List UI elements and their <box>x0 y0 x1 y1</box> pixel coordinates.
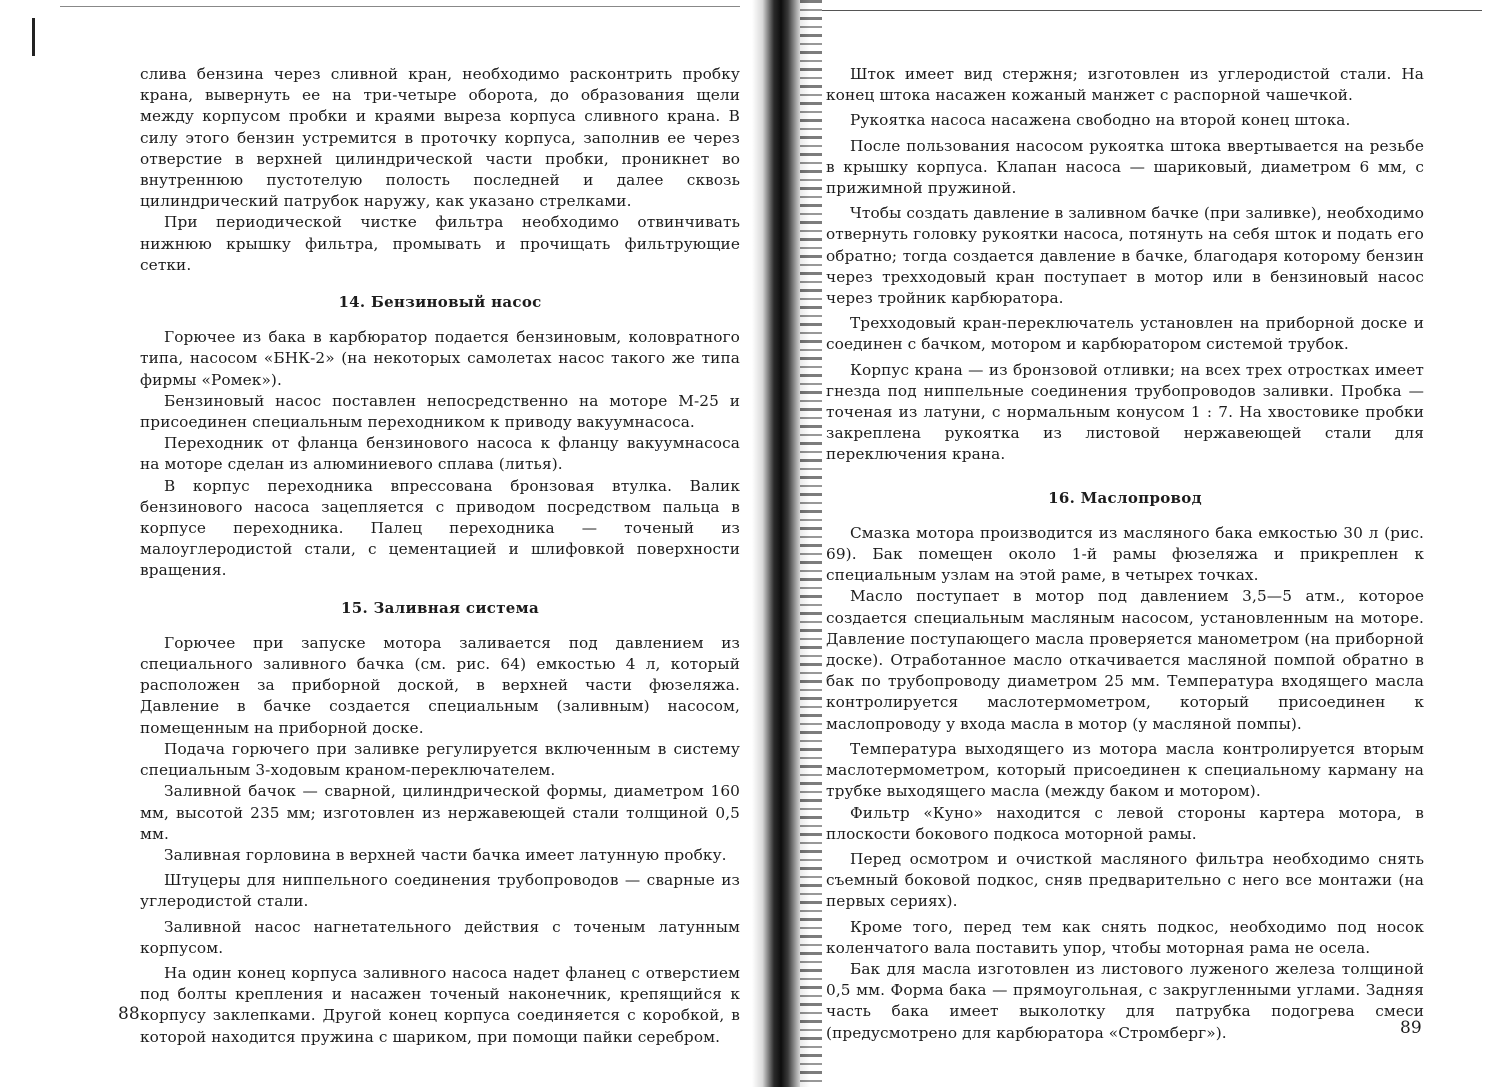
paragraph: Шток имеет вид стержня; изготовлен из углеродистой стали. На конец штока насажен кожаный манжет с распорной чашечкой. <box>826 65 1424 105</box>
paragraph: Бак для масла изготовлен из листового луженого железа толщиной 0,5 мм. Форма бака — прямоугольная, с закругленными углами. Задняя часть бака имеет выколотку для патрубка подогрева смеси (предусмотрено для карбюратора «Стромберг»). <box>826 959 1424 1042</box>
paragraph: Чтобы создать давление в заливном бачке (при заливке), необходимо отвернуть головку рукоятки насоса, потянуть на себя шток и подать его обратно; тогда создается давление в бачке, благодаря которому бензин через трехходовый кран поступает в мотор или в бензиновый насос через тройник карбюратора. <box>826 204 1424 308</box>
section-heading: 16. Маслопровод <box>1048 488 1202 507</box>
paragraph: Кроме того, перед тем как снять подкос, необходимо под носок коленчатого вала поставить упор, чтобы моторная рама не осела. <box>826 917 1424 957</box>
paragraph: Трехходовый кран-переключатель установлен на приборной доске и соединен с бачком, мотором и карбюратором системой трубок. <box>826 314 1424 354</box>
paragraph: В корпус переходника впрессована бронзовая втулка. Валик бензинового насоса зацепляется с приводом посредством пальца в корпусе переходника. Палец переходника — точеный из малоуглеродистой стали, с цементацией и шлифовкой поверхности вращения. <box>140 476 740 580</box>
paragraph: Фильтр «Куно» находится с левой стороны картера мотора, в плоскости бокового подкоса моторной рамы. <box>826 803 1424 843</box>
paragraph: Горючее из бака в карбюратор подается бензиновым, коловратного типа, насосом «БНК-2» (на некоторых самолетах насос такого же типа фирмы «Ромек»). <box>140 328 740 389</box>
paragraph: Штуцеры для ниппельного соединения трубопроводов — сварные из углеродистой стали. <box>140 871 740 911</box>
paragraph: На один конец корпуса заливного насоса надет фланец с отверстием под болты крепления и насажен точеный наконечник, крепящийся к корпусу заклепками. Другой конец корпуса соединяется с коробкой, в которой находится пружина с шариком, при помощи пайки серебром. <box>140 963 740 1046</box>
paragraph: Заливная горловина в верхней части бачка имеет латунную пробку. <box>164 845 727 864</box>
section-heading: 15. Заливная система <box>341 598 539 617</box>
paragraph: Заливной бачок — сварной, цилиндрической формы, диаметром 160 мм, высотой 235 мм; изготовлен из нержавеющей стали толщиной 0,5 мм. <box>140 782 740 843</box>
paragraph: Переходник от фланца бензинового насоса к фланцу вакуумнасоса на моторе сделан из алюминиевого сплава (литья). <box>140 434 740 474</box>
paragraph: Рукоятка насоса насажена свободно на второй конец штока. <box>850 111 1351 130</box>
right-page-text <box>826 64 1424 1044</box>
section-heading: 14. Бензиновый насос <box>338 293 542 312</box>
left-page-text <box>140 64 740 1048</box>
paragraph: Перед осмотром и очисткой масляного фильтра необходимо снять съемный боковой подкос, сняв предварительно с него все монтажи (на первых сериях). <box>826 849 1424 911</box>
paragraph: Температура выходящего из мотора масла контролируется вторым маслотермометром, который присоединен к специальному карману на трубке выходящего масла (между баком и мотором). <box>826 739 1424 801</box>
paragraph: Подача горючего при заливке регулируется включенным в систему специальным 3-ходовым краном-переключателем. <box>140 739 740 780</box>
page-number: 88 <box>118 1004 140 1024</box>
paragraph: Горючее при запуске мотора заливается под давлением из специального заливного бачка (см. рис. 64) емкостью 4 л, который расположен за приборной доской, в верхней части фюзеляжа. Давление в бачке создается специальным (заливным) насосом, помещенным на приборной доске. <box>140 633 740 737</box>
page-number: 89 <box>1400 1018 1422 1038</box>
paragraph: Корпус крана — из бронзовой отливки; на всех трех отростках имеет гнезда под ниппельные соединения трубопроводов заливки. Пробка — точеная из латуни, с нормальным конусом 1 : 7. На хвостовике пробки закреплена рукоятка из листовой нержавеющей стали для переключения крана. <box>826 360 1424 464</box>
paragraph: Бензиновый насос поставлен непосредственно на моторе М-25 и присоединен специальным переходником к приводу вакуумнасоса. <box>140 391 740 432</box>
paragraph: Смазка мотора производится из масляного бака емкостью 30 л (рис. 69). Бак помещен около 1-й рамы фюзеляжа и прикреплен к специальным узлам на этой раме, в четырех точках. <box>826 523 1424 585</box>
paragraph: При периодической чистке фильтра необходимо отвинчивать нижнюю крышку фильтра, промывать и прочищать фильтрующие сетки. <box>140 213 740 274</box>
paragraph: Заливной насос нагнетательного действия с точеным латунным корпусом. <box>140 917 740 957</box>
gutter-shadow <box>800 0 822 1087</box>
paragraph: После пользования насосом рукоятка штока ввертывается на резьбе в крышку корпуса. Клапан насоса — шариковый, диаметром 6 мм, с прижимной пружиной. <box>826 136 1424 198</box>
page-edge-line <box>60 6 740 7</box>
scan-edge-mark <box>32 18 35 56</box>
page-edge-line <box>822 10 1482 11</box>
paragraph: Масло поступает в мотор под давлением 3,5—5 атм., которое создается специальным масляным насосом, установленным на моторе. Давление поступающего масла проверяется манометром (на приборной доске). Отработанное масло откачивается масляной помпой обратно в бак по трубопроводу диаметром 25 мм. Температура входящего масла контролируется маслотермометром, который присоединен к маслопроводу у входа масла в мотор (у масляной помпы). <box>826 587 1424 733</box>
paragraph: слива бензина через сливной кран, необходимо расконтрить пробку крана, вывернуть ее на три-четыре оборота, до образования щели между корпусом пробки и краями выреза корпуса сливного крана. В силу этого бензин устремится в проточку корпуса, заполнив ее через отверстие в верхней цилиндрической части пробки, проникнет во внутреннюю пустотелую полость последней и далее сквозь цилиндрический патрубок наружу, как указано стрелками. <box>140 65 740 211</box>
